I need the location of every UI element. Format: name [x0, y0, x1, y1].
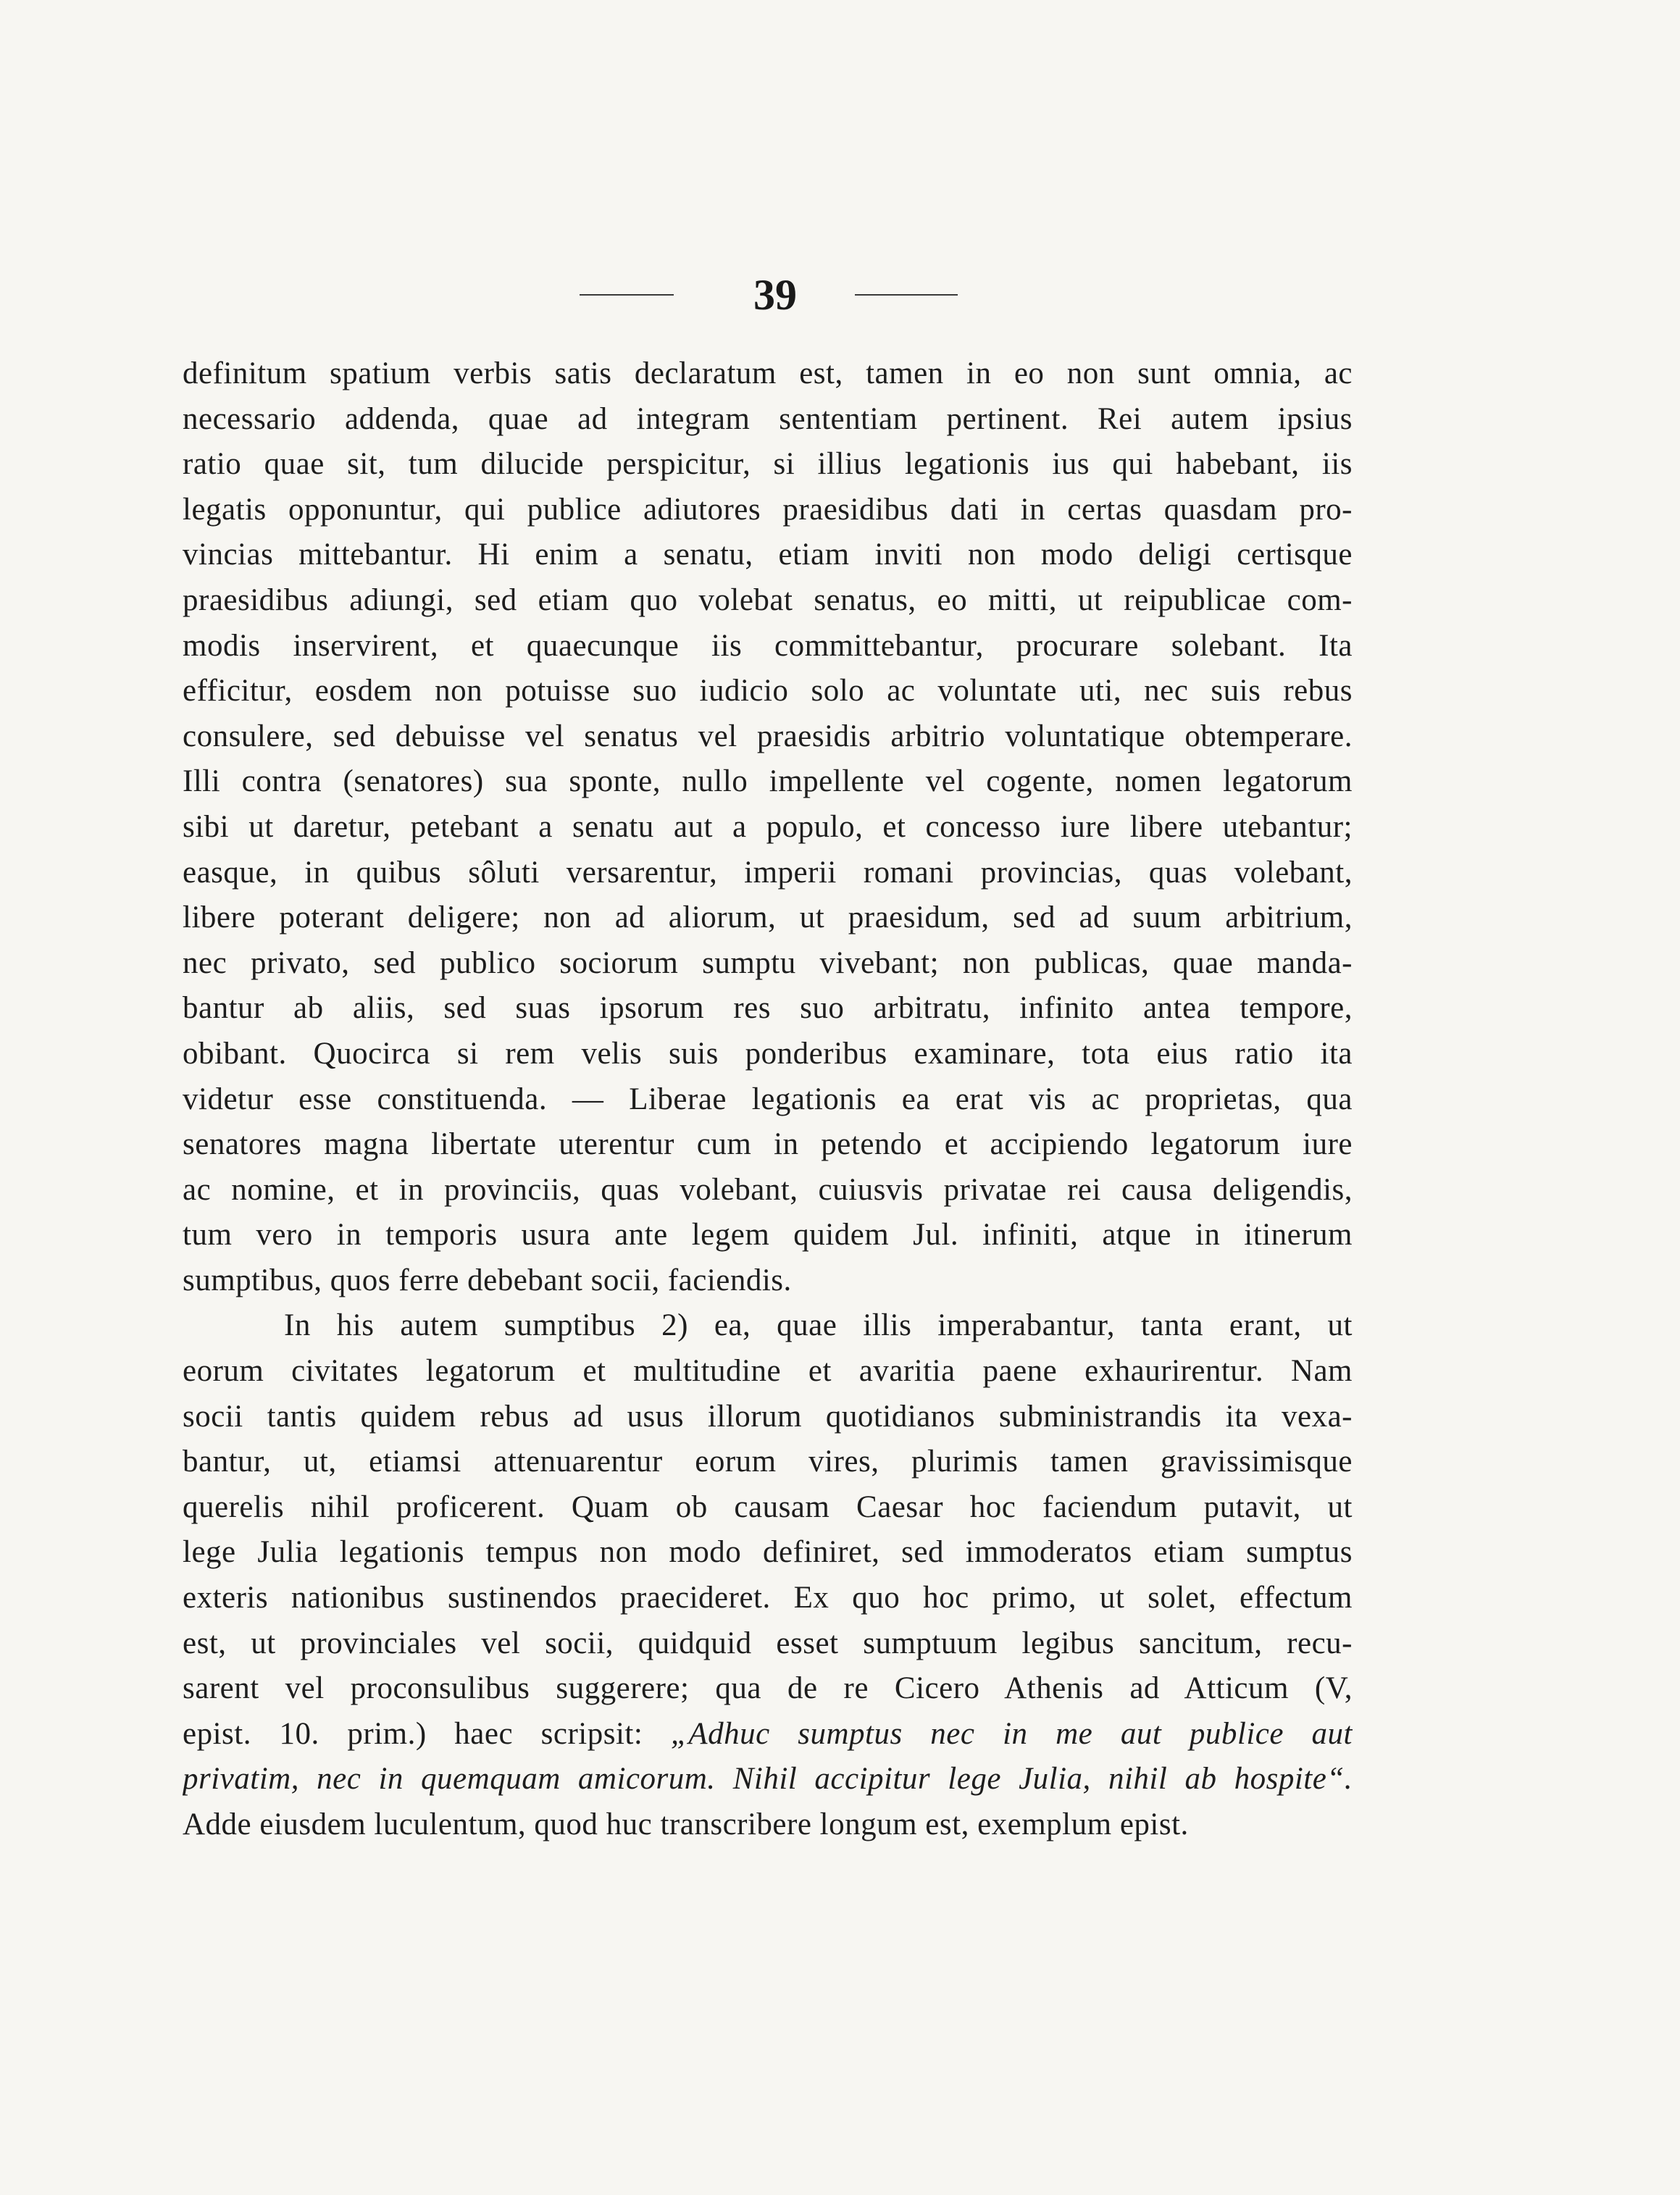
text-line: obibant. Quocirca si rem velis suis ponderibus examinare, tota eius ratio ita: [183, 1036, 1353, 1071]
page-number: 39: [753, 271, 797, 319]
text-line: Adde eiusdem luculentum, quod huc transcribere longum est, exemplum epist.: [183, 1807, 1189, 1841]
text-line: est, ut provinciales vel socii, quidquid esset sumptuum legibus sancitum, recu-: [183, 1626, 1353, 1660]
text-segment: epist. 10. prim.) haec scripsit:: [183, 1716, 671, 1751]
text-line: querelis nihil proficerent. Quam ob causam Caesar hoc faciendum putavit, ut: [183, 1489, 1353, 1524]
quote-italic: „Adhuc sumptus nec in me aut publice aut: [670, 1716, 1353, 1751]
text-line: efficitur, eosdem non potuisse suo iudicio solo ac voluntate uti, nec suis rebus: [183, 674, 1353, 708]
body-text: [183, 351, 1353, 1848]
text-line: consulere, sed debuisse vel senatus vel praesidis arbitrio voluntatique obtemperare.: [183, 719, 1353, 753]
text-line: necessario addenda, quae ad integram sententiam pertinent. Rei autem ipsius: [183, 401, 1353, 436]
text-line: senatores magna libertate uterentur cum in petendo et accipiendo legatorum iure: [183, 1127, 1353, 1162]
text-line: definitum spatium verbis satis declaratum est, tamen in eo non sunt omnia, ac: [183, 356, 1353, 390]
text-line: legatis opponuntur, qui publice adiutores praesidibus dati in certas quasdam pro-: [183, 492, 1353, 527]
text-line: vincias mittebantur. Hi enim a senatu, etiam inviti non modo deligi certisque: [183, 538, 1353, 572]
text-line: bantur ab aliis, sed suas ipsorum res suo arbitratu, infinito antea tempore,: [183, 991, 1353, 1026]
text-line: ac nomine, et in provinciis, quas volebant, cuiusvis privatae rei causa deligendis,: [183, 1172, 1353, 1207]
text-line: socii tantis quidem rebus ad usus illorum quotidianos subministrandis ita vexa-: [183, 1399, 1353, 1434]
text-line: In his autem sumptibus 2) ea, quae illis imperabantur, tanta erant, ut: [284, 1308, 1353, 1343]
text-line: Illi contra (senatores) sua sponte, nullo impellente vel cogente, nomen legatorum: [183, 764, 1353, 799]
quote-italic: Nihil accipitur lege Julia, nihil ab hospite“.: [732, 1762, 1353, 1797]
text-line: sumptibus, quos ferre debebant socii, faciendis.: [183, 1263, 792, 1297]
text-line: lege Julia legationis tempus non modo definiret, sed immoderatos etiam sumptus: [183, 1535, 1353, 1570]
text-line: modis inservirent, et quaecunque iis committebantur, procurare solebant. Ita: [183, 628, 1353, 663]
header-rule-right: [855, 294, 958, 296]
text-line: bantur, ut, etiamsi attenuarentur eorum vires, plurimis tamen gravissimisque: [183, 1444, 1353, 1479]
text-line: sarent vel proconsulibus suggerere; qua de re Cicero Athenis ad Atticum (V,: [183, 1671, 1353, 1706]
quote-italic: privatim, nec in quemquam amicorum.: [183, 1762, 716, 1797]
text-line-mixed: [183, 1757, 1353, 1802]
page-header: [0, 269, 1680, 320]
text-line: ratio quae sit, tum dilucide perspicitur, si illius legationis ius qui habebant, iis: [183, 447, 1353, 482]
text-line: praesidibus adiungi, sed etiam quo volebat senatus, eo mitti, ut reipublicae com-: [183, 582, 1353, 617]
text-line: eorum civitates legatorum et multitudine et avaritia paene exhaurirentur. Nam: [183, 1354, 1353, 1389]
text-line: exteris nationibus sustinendos praecideret. Ex quo hoc primo, ut solet, effectum: [183, 1581, 1353, 1615]
header-rule-left: [580, 294, 674, 296]
text-line: tum vero in temporis usura ante legem quidem Jul. infiniti, atque in itinerum: [183, 1218, 1353, 1253]
text-line: easque, in quibus sôluti versarentur, imperii romani provincias, quas volebant,: [183, 855, 1353, 890]
text-line-mixed: [183, 1712, 1353, 1757]
text-line: videtur esse constituenda. — Liberae legationis ea erat vis ac proprietas, qua: [183, 1082, 1353, 1116]
text-line: nec privato, sed publico sociorum sumptu vivebant; non publicas, quae manda-: [183, 945, 1353, 980]
text-line: sibi ut daretur, petebant a senatu aut a populo, et concesso iure libere utebantur;: [183, 809, 1353, 844]
text-line: libere poterant deligere; non ad aliorum, ut praesidum, sed ad suum arbitrium,: [183, 900, 1353, 935]
